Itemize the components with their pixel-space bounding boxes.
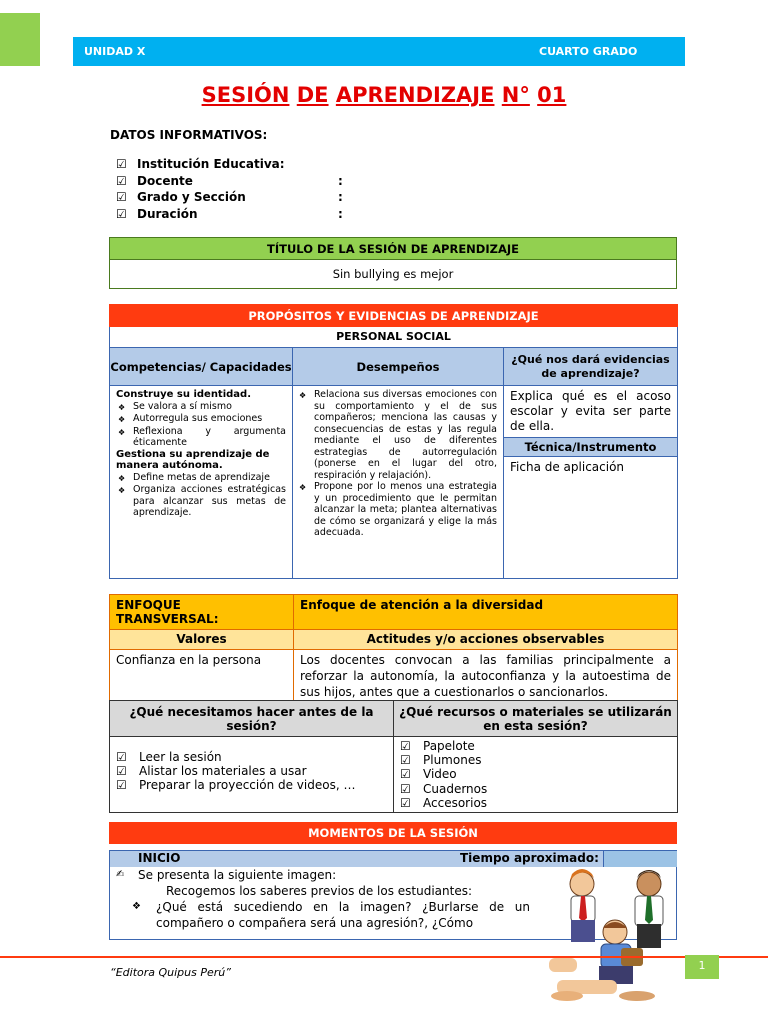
propositos-heading: PROPÓSITOS Y EVIDENCIAS DE APRENDIZAJE [110,305,678,327]
titulo-table [109,237,677,289]
list-item [400,739,671,753]
inicio-line [110,899,530,931]
bullet-icon: ❖ [118,402,126,412]
list-item [116,413,286,426]
datos-label: Grado y Sección [137,190,246,205]
comp-item: Organiza acciones estratégicas para alcanzar sus metas de aprendizaje. [133,484,286,518]
title-word: SESIÓN [201,83,290,107]
title-word: APRENDIZAJE [335,83,495,107]
comp-item: Reflexiona y argumenta éticamente [133,425,286,448]
area-label: PERSONAL SOCIAL [110,327,678,348]
list-item [116,750,387,764]
antes-item: Preparar la proyección de videos, … [139,778,356,793]
title-word: N° [501,83,530,107]
title-word: 01 [537,83,567,107]
footer-text: “Editora Quipus Perú” [110,966,231,979]
tecnica-heading: Técnica/Instrumento [504,437,677,457]
momentos-heading: MOMENTOS DE LA SESIÓN [109,822,677,844]
titulo-value: Sin bullying es mejor [110,260,677,289]
antes-item: Alistar los materiales a usar [139,764,307,779]
datos-item [116,189,343,206]
list-item [400,796,671,810]
datos-sep: : [338,190,343,205]
titulo-heading: TÍTULO DE LA SESIÓN DE APRENDIZAJE [110,238,677,260]
list-item [116,778,387,792]
evidencias-cell [504,386,678,579]
list-item [116,426,286,449]
col-recursos: ¿Qué recursos o materiales se utilizarán en esta sesión? [394,701,678,737]
col-evidencias: ¿Qué nos dará evidencias de aprendizaje? [504,348,678,386]
list-item [299,389,497,481]
list-item [299,481,497,539]
recurso-item: Video [423,767,457,782]
recurso-item: Cuadernos [423,781,488,796]
enfoque-table [109,594,678,703]
checkbox-icon: ☑ [400,753,411,768]
propositos-table [109,304,678,579]
checkbox-icon: ☑ [116,157,127,172]
checkbox-icon: ☑ [116,778,127,793]
col-desempenos: Desempeños [293,348,504,386]
comp1-title: Construye su identidad. [116,389,252,400]
header-unidad: UNIDAD X [84,45,146,58]
inicio-line-text: ¿Qué está sucediendo en la imagen? ¿Burlarse de un compañero o compañera será una agresión?, ¿Cómo [156,900,530,930]
datos-label: Duración [137,206,198,221]
list-item [400,782,671,796]
bullet-icon: ❖ [132,901,141,912]
datos-item [116,173,343,190]
list-item [116,484,286,519]
datos-list [116,156,343,222]
antes-list [110,737,394,813]
comp2-title: Gestiona su aprendizaje de manera autónoma. [116,448,270,471]
desempeno-item: Propone por lo menos una estrategia y un procedimiento que le permitan alcanzar la meta; plantea alternativas de cómo se organizará y elige la más adecuada. [314,481,497,538]
bullet-icon: ❖ [299,391,307,400]
list-item [400,767,671,781]
bullet-icon: ❖ [118,415,126,424]
inicio-line-text: Se presenta la siguiente imagen: [138,868,337,882]
col-antes: ¿Qué necesitamos hacer antes de la sesión? [110,701,394,737]
datos-item [116,206,343,223]
checkbox-icon: ☑ [400,795,411,810]
evidencia-text: Explica qué es el acoso escolar y evita ser parte de ella. [510,389,672,433]
competencias-cell [110,386,293,579]
session-title [0,83,768,107]
corner-green-tab [0,13,40,66]
desempeno-item: Relaciona sus diversas emociones con su comportamiento y el de sus compañeros; menciona las causas y consecuencias de estas y las regula mediante el uso de diferentes estrategias de autorregulación (ponerse en el lugar del otro, respiración y relajación). [314,389,497,481]
col-actitudes: Actitudes y/o acciones observables [294,630,678,650]
comp-item: Se valora a sí mismo [133,400,232,412]
datos-label: Docente [137,173,193,188]
enfoque-label: ENFOQUE TRANSVERSAL: [110,595,294,630]
datos-item [116,156,343,173]
footer-line [0,956,768,958]
datos-sep: : [338,173,343,188]
pencil-icon: ✍ [116,869,125,880]
recurso-item: Accesorios [423,795,488,810]
inicio-label: INICIO [138,851,181,865]
page-number: 1 [685,955,719,979]
datos-label: Institución Educativa: [137,157,285,172]
list-item [116,764,387,778]
comp-item: Autorregula sus emociones [133,413,263,424]
checkbox-icon: ☑ [116,190,127,205]
antes-item: Leer la sesión [139,750,222,764]
checkbox-icon: ☑ [400,767,411,782]
list-item [116,401,286,414]
list-item [400,753,671,767]
bullet-icon: ❖ [118,486,126,495]
necesitamos-table [109,700,678,813]
valor-cell: Confianza en la persona [110,650,294,703]
title-word: DE [296,83,329,107]
checkbox-icon: ☑ [116,173,127,188]
datos-heading: DATOS INFORMATIVOS: [110,128,268,142]
checkbox-icon: ☑ [116,764,127,779]
checkbox-icon: ☑ [400,781,411,796]
bullet-icon: ❖ [118,473,126,483]
col-competencias: Competencias/ Capacidades [110,348,293,386]
actitud-cell: Los docentes convocan a las familias principalmente a reforzar la autonomía, la autoconfianza y la autoestima de sus hijos, antes que a cuestionarlos o sancionarlos. [294,650,678,703]
bullet-icon: ❖ [118,427,126,437]
list-item [116,472,286,485]
comp-item: Define metas de aprendizaje [133,471,270,483]
checkbox-icon: ☑ [400,739,411,753]
bullet-icon: ❖ [299,483,307,492]
header-grado: CUARTO GRADO [539,45,638,58]
checkbox-icon: ☑ [116,206,127,221]
tiempo-label: Tiempo aproximado: [460,851,599,865]
col-valores: Valores [110,630,294,650]
checkbox-icon: ☑ [116,750,127,764]
recurso-item: Plumones [423,753,482,768]
header-bar [73,37,685,66]
inicio-line: Recogemos los saberes previos de los estudiantes: [166,884,472,898]
recursos-list [394,737,678,813]
datos-sep: : [338,206,343,221]
kids-illustration [537,862,687,1002]
desempenos-cell [293,386,504,579]
enfoque-value: Enfoque de atención a la diversidad [294,595,678,630]
tecnica-value: Ficha de aplicación [510,460,625,474]
recurso-item: Papelote [423,739,475,753]
